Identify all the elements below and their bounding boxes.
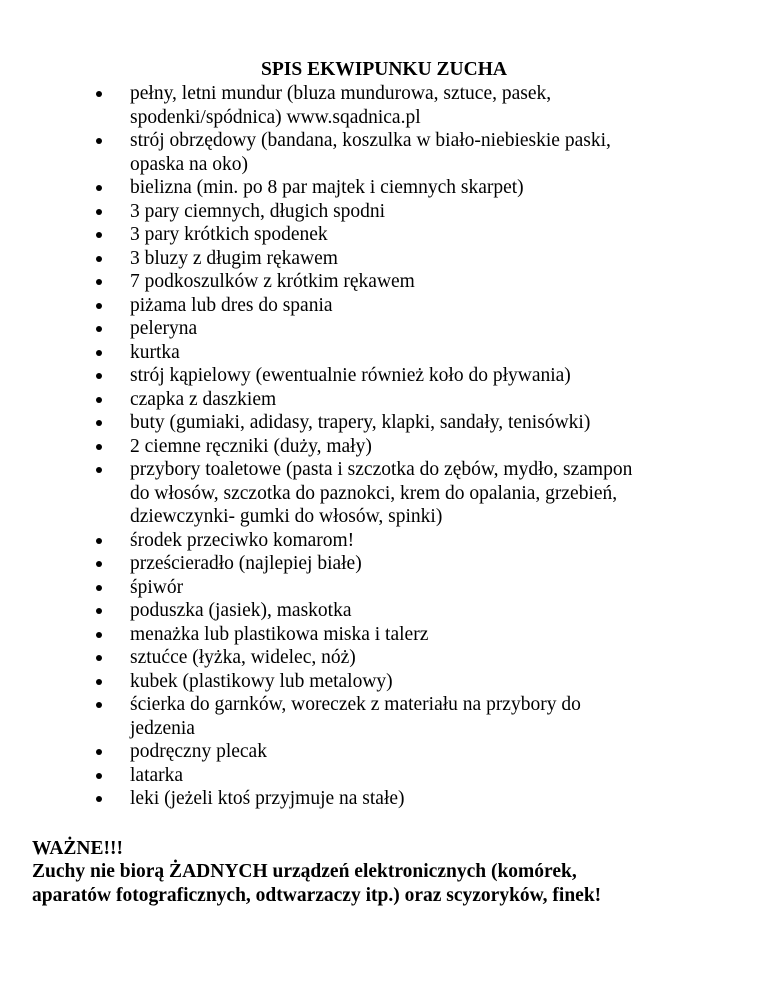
bullet-icon [96,373,102,379]
list-item-text: śpiwór [130,576,184,598]
bullet-icon [96,303,102,309]
list-item-text: ścierka do garnków, woreczek z materiału na przybory do [130,694,581,715]
bullet-icon [96,679,102,685]
bullet-icon [96,608,102,614]
bullet-icon [96,397,102,403]
bullet-icon [96,561,102,567]
list-item-text: 7 podkoszulków z krótkim rękawem [130,271,415,292]
list-item-text: prześcieradło (najlepiej białe) [130,553,362,574]
list-item-text: pełny, letni mundur (bluza mundurowa, sztuce, pasek, [130,83,552,104]
list-item [0,176,768,200]
list-item-text: piżama lub dres do spania [130,294,333,316]
list-item [0,270,768,294]
list-item-text: leki (jeżeli ktoś przyjmuje na stałe) [130,788,405,809]
important-heading: WAŻNE!!! [32,838,123,859]
list-item-text: strój kąpielowy (ewentualnie również koło do pływania) [130,365,571,386]
list-item-text: środek przeciwko komarom! [130,529,355,551]
bullet-icon [96,773,102,779]
bullet-icon [96,350,102,356]
list-item-text: strój obrzędowy (bandana, koszulka w biało-niebieskie paski, [130,130,611,151]
bullet-icon [96,279,102,285]
list-item-text: poduszka (jasiek), maskotka [130,600,352,621]
list-item-text: bielizna (min. po 8 par majtek i ciemnych skarpet) [130,177,524,198]
bullet-icon [96,420,102,426]
list-item [0,247,768,271]
document-title: SPIS EKWIPUNKU ZUCHA [261,59,507,80]
bullet-icon [96,232,102,238]
bullet-icon [96,444,102,450]
list-item [0,223,768,247]
bullet-icon [96,467,102,473]
note-line: Zuchy nie biorą ŻADNYCH urządzeń elektronicznych (komórek, [32,861,577,882]
bullet-icon [96,749,102,755]
bullet-icon [96,185,102,191]
bullet-icon [96,138,102,144]
list-item [0,599,768,623]
equipment-list [0,82,768,811]
list-item [0,529,768,553]
bullet-icon [96,585,102,591]
bullet-icon [96,326,102,332]
list-item [0,552,768,576]
bullet-icon [96,538,102,544]
list-item-text: spodenki/spódnica) www.sqadnica.pl [130,106,421,128]
list-item-text: do włosów, szczotka do paznokci, krem do opalania, grzebień, [130,482,618,504]
list-item-text: menażka lub plastikowa miska i talerz [130,623,429,645]
list-item-text: 3 pary ciemnych, długich spodni [130,200,386,222]
list-item [0,411,768,435]
list-item [0,787,768,811]
bullet-icon [96,655,102,661]
list-item [0,740,768,764]
list-item-text: podręczny plecak [130,741,267,762]
list-item-text: kubek (plastikowy lub metalowy) [130,670,393,692]
bullet-icon [96,796,102,802]
list-item-text: opaska na oko) [130,153,249,175]
list-item [0,388,768,412]
bullet-icon [96,209,102,215]
list-item [0,82,768,129]
list-item [0,129,768,176]
bullet-icon [96,256,102,262]
list-item [0,646,768,670]
list-item [0,435,768,459]
bullet-icon [96,91,102,97]
list-item-text: przybory toaletowe (pasta i szczotka do zębów, mydło, szampon [130,459,633,480]
note-line: aparatów fotograficznych, odtwarzaczy itp.) oraz scyzoryków, finek! [32,884,602,906]
list-item-text: latarka [130,764,184,786]
list-item [0,364,768,388]
list-item-text: jedzenia [130,717,195,739]
list-item [0,341,768,365]
list-item [0,693,768,740]
list-item-text: peleryna [130,318,198,339]
list-item [0,200,768,224]
list-item [0,458,768,529]
list-item [0,670,768,694]
list-item-text: sztućce (łyżka, widelec, nóż) [130,647,356,668]
list-item [0,317,768,341]
list-item [0,623,768,647]
bullet-icon [96,702,102,708]
list-item-text: 3 bluzy z długim rękawem [130,247,338,269]
list-item-text: buty (gumiaki, adidasy, trapery, klapki, sandały, tenisówki) [130,412,591,433]
list-item [0,294,768,318]
list-item [0,764,768,788]
list-item-text: dziewczynki- gumki do włosów, spinki) [130,506,443,527]
important-note [32,860,752,907]
list-item-text: 2 ciemne ręczniki (duży, mały) [130,435,372,457]
list-item [0,576,768,600]
list-item-text: 3 pary krótkich spodenek [130,224,328,245]
bullet-icon [96,632,102,638]
list-item-text: kurtka [130,341,180,363]
list-item-text: czapka z daszkiem [130,388,277,410]
